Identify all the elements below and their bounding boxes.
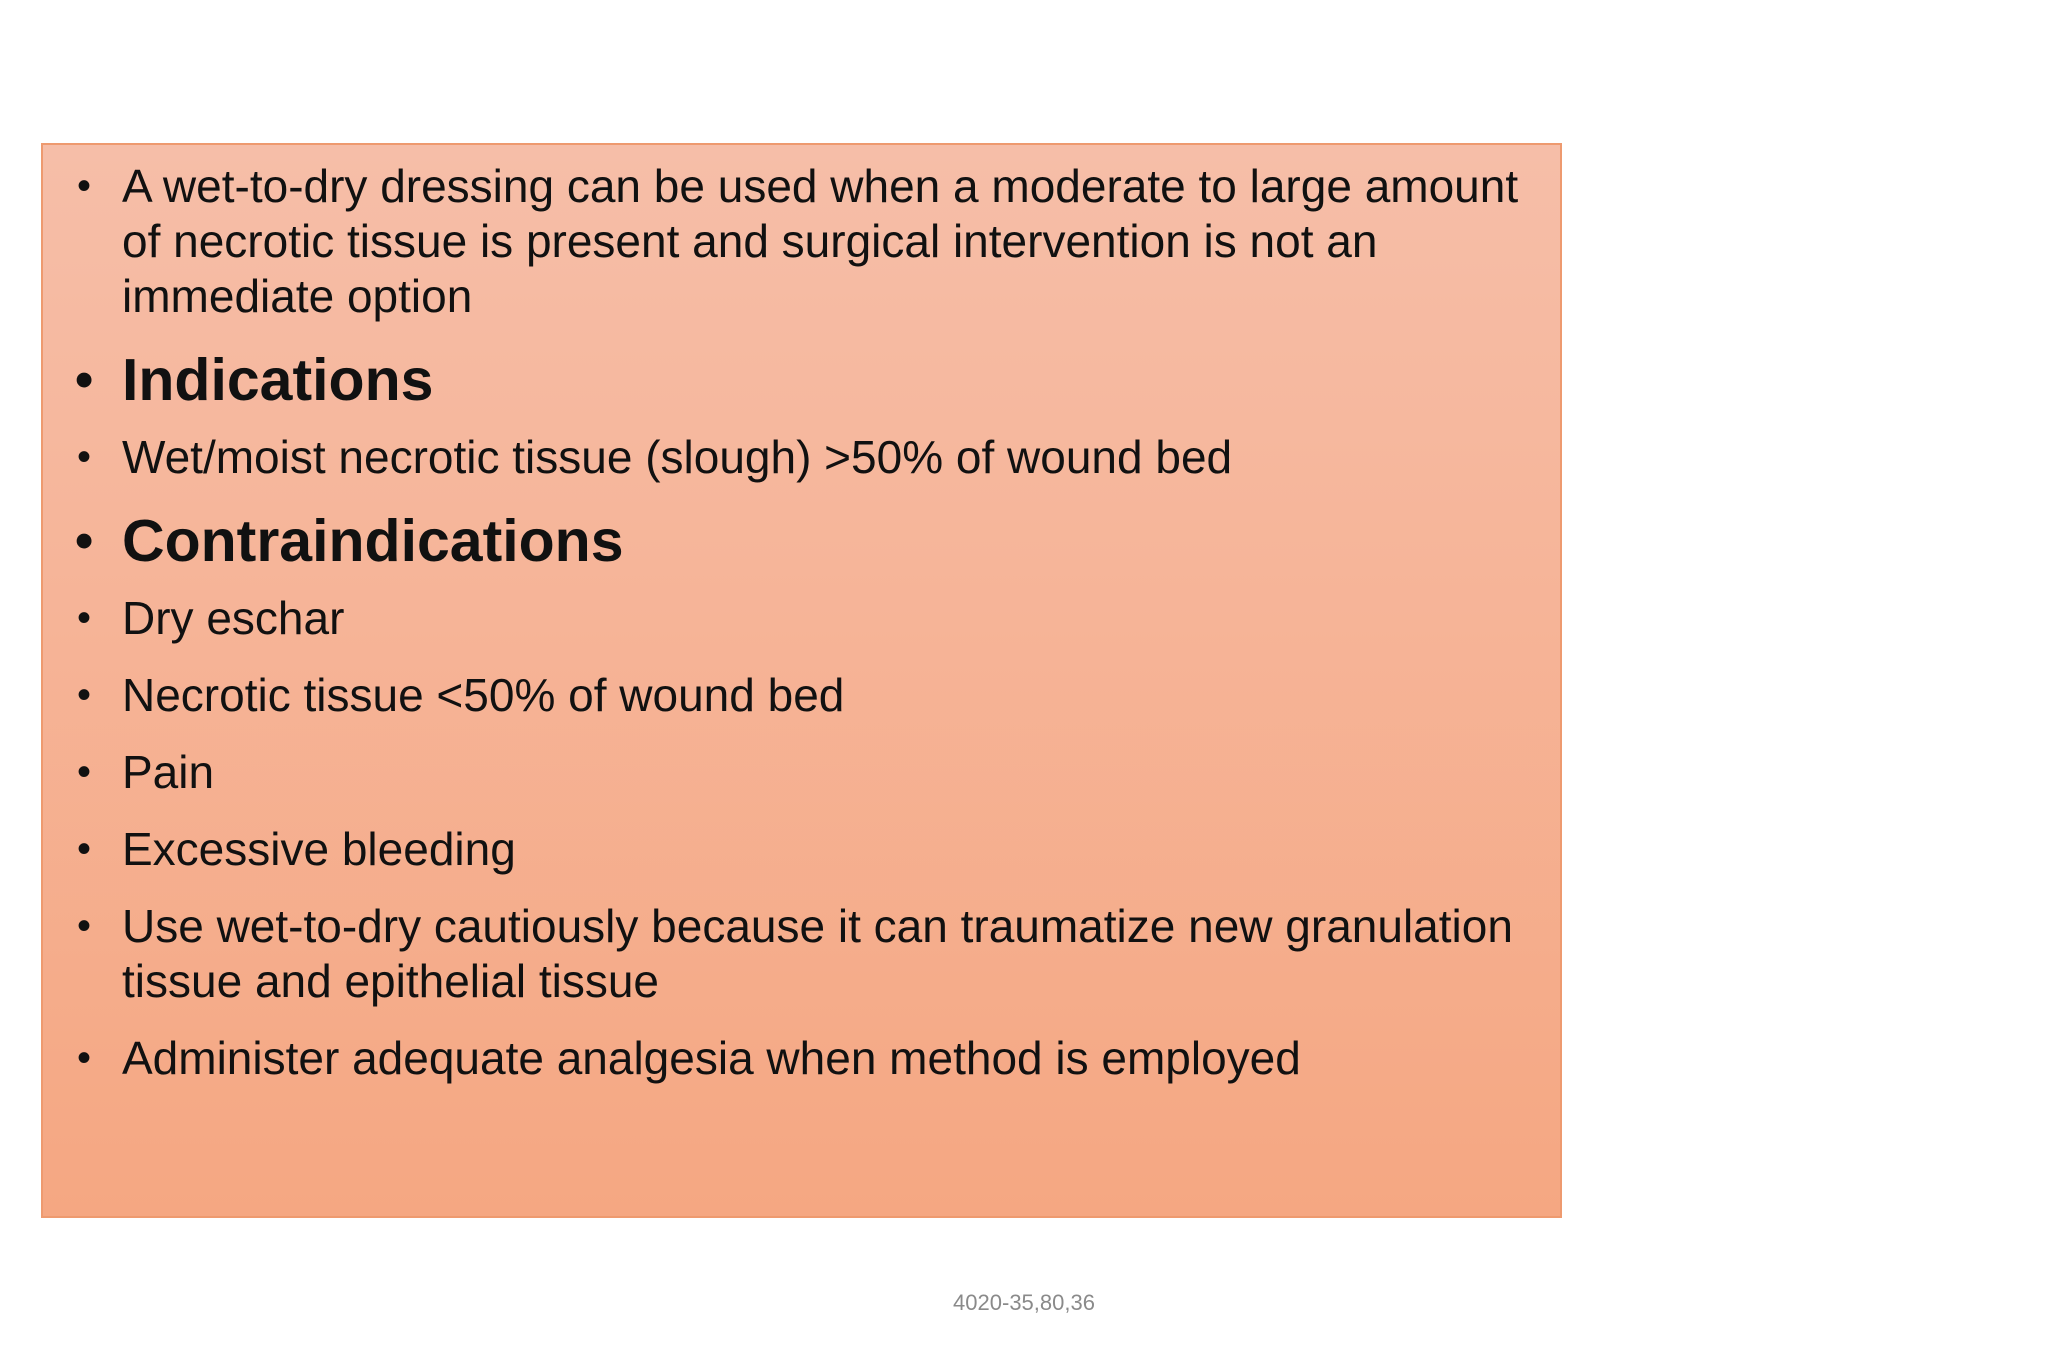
bullet-dot-icon: • [77,904,92,948]
content-box [41,143,1562,1218]
bullet-text: Necrotic tissue <50% of wound bed [122,669,845,721]
bullet-item [63,668,1530,723]
bullet-text: Wet/moist necrotic tissue (slough) >50% of wound bed [122,431,1233,483]
bullet-item [63,1031,1530,1086]
bullet-text: Excessive bleeding [122,823,516,875]
bullet-heading-indications [63,346,1530,414]
bullet-item [63,430,1530,485]
bullet-text: Indications [122,347,434,413]
bullet-text: Use wet-to-dry cautiously because it can traumatize new granulation tissue and epithelial tissue [122,900,1513,1007]
bullet-item [63,745,1530,800]
bullet-item [63,591,1530,646]
footer-code: 4020-35,80,36 [953,1290,1095,1315]
bullet-dot-icon: • [75,351,94,409]
bullet-dot-icon: • [77,596,92,640]
bullet-text: Contraindications [122,508,624,574]
bullet-dot-icon: • [77,673,92,717]
bullet-item [63,159,1530,324]
bullet-text: Administer adequate analgesia when method is employed [122,1032,1301,1084]
bullet-heading-contraindications [63,507,1530,575]
bullet-dot-icon: • [77,750,92,794]
bullet-dot-icon: • [77,827,92,871]
bullet-item [63,899,1530,1009]
bullet-text: Pain [122,746,215,798]
bullet-list [63,159,1530,1086]
bullet-text: Dry eschar [122,592,345,644]
bullet-dot-icon: • [77,1036,92,1080]
bullet-text: A wet-to-dry dressing can be used when a moderate to large amount of necrotic tissue is present and surgical intervention is not an immediate option [122,160,1519,322]
bullet-dot-icon: • [77,435,92,479]
bullet-dot-icon: • [75,512,94,570]
bullet-dot-icon: • [77,164,92,208]
bullet-item [63,822,1530,877]
